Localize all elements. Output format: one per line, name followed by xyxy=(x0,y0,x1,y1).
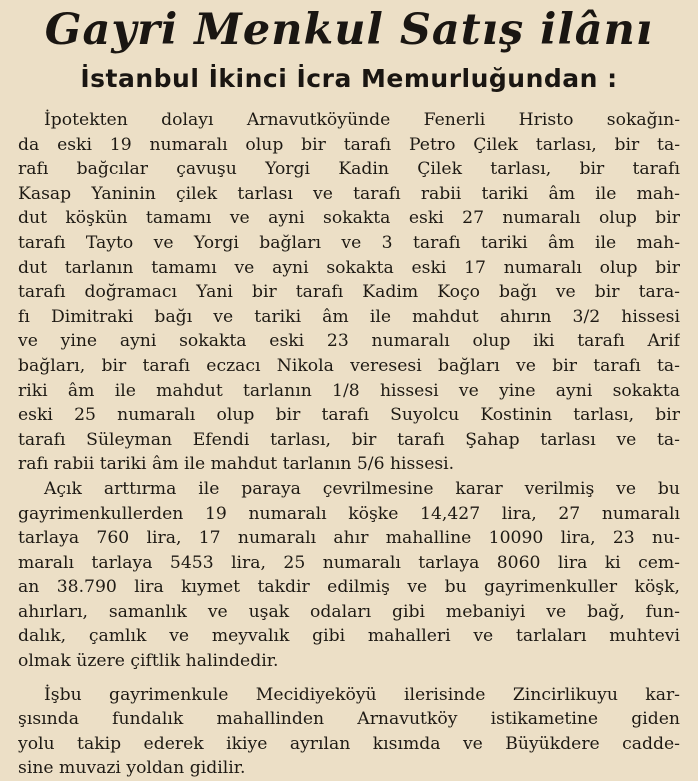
text-line: fı Dimitraki bağı ve tariki âm ile mahdut ahırın 3/2 hissesi xyxy=(18,306,680,327)
text-line: sine muvazi yoldan gidilir. xyxy=(18,758,246,779)
text-line: tarafı Süleyman Efendi tarlası, bir tarafı Şahap tarlası ve ta- xyxy=(18,429,680,450)
text-line: tarlaya 760 lira, 17 numaralı ahır mahalline 10090 lira, 23 nu- xyxy=(18,528,680,549)
text-line: riki âm ile mahdut tarlanın 1/8 hissesi ve yine ayni sokakta xyxy=(18,380,680,401)
text-line: rafı rabii tariki âm ile mahdut tarlanın 5/6 hissesi. xyxy=(18,454,455,475)
paragraph-3 xyxy=(18,683,680,781)
text-line: eski 25 numaralı olup bir tarafı Suyolcu Kostinin tarlası, bir xyxy=(18,405,680,426)
notice-subtitle: İstanbul İkinci İcra Memurluğundan : xyxy=(80,64,618,93)
text-line: olmak üzere çiftlik halindedir. xyxy=(18,651,279,672)
notice-body xyxy=(18,108,680,781)
text-line: maralı tarlaya 5453 lira, 25 numaralı tarlaya 8060 lira ki cem- xyxy=(18,552,680,573)
text-line: gayrimenkullerden 19 numaralı köşke 14,427 lira, 27 numaralı xyxy=(18,503,680,524)
text-line: şısında fundalık mahallinden Arnavutköy istikametine giden xyxy=(18,709,680,730)
paragraph-2 xyxy=(18,477,680,674)
text-line: an 38.790 lira kıymet takdir edilmiş ve bu gayrimenkuller köşk, xyxy=(18,577,680,598)
text-line: bağları, bir tarafı eczacı Nikola veresesi bağları ve bir tarafı ta- xyxy=(18,355,680,376)
paragraph-1 xyxy=(18,108,680,477)
text-line: ahırları, samanlık ve uşak odaları gibi mebaniyi ve bağ, fun- xyxy=(18,601,680,622)
notice-title: Gayri Menkul Satış ilânı xyxy=(44,5,654,55)
text-line: tarafı doğramacı Yani bir tarafı Kadim Koço bağı ve bir tara- xyxy=(18,282,680,303)
text-line: ve yine ayni sokakta eski 23 numaralı olup iki tarafı Arif xyxy=(18,331,680,352)
paragraph-gap xyxy=(18,674,680,683)
text-line: Kasap Yaninin çilek tarlası ve tarafı rabii tariki âm ile mah- xyxy=(18,183,680,204)
text-line: tarafı Tayto ve Yorgi bağları ve 3 tarafı tariki âm ile mah- xyxy=(18,232,680,253)
text-line: İpotekten dolayı Arnavutköyünde Fenerli Hristo sokağın- xyxy=(44,110,680,130)
text-line: İşbu gayrimenkule Mecidiyeköyü ilerisinde Zincirlikuyu kar- xyxy=(44,684,680,705)
text-line: dalık, çamlık ve meyvalık gibi mahalleri ve tarlaları muhtevi xyxy=(18,626,680,647)
text-line: dut köşkün tamamı ve ayni sokakta eski 27 numaralı olup bir xyxy=(18,208,680,229)
text-line: Açık arttırma ile paraya çevrilmesine karar verilmiş ve bu xyxy=(44,478,680,499)
text-line: dut tarlanın tamamı ve ayni sokakta eski 17 numaralı olup bir xyxy=(18,257,680,278)
text-line: rafı bağcılar çavuşu Yorgi Kadin Çilek tarlası, bir tarafı xyxy=(18,159,680,180)
text-line: da eski 19 numaralı olup bir tarafı Petro Çilek tarlası, bir ta- xyxy=(18,134,680,155)
text-line: yolu takip ederek ikiye ayrılan kısımda ve Büyükdere cadde- xyxy=(18,733,680,754)
